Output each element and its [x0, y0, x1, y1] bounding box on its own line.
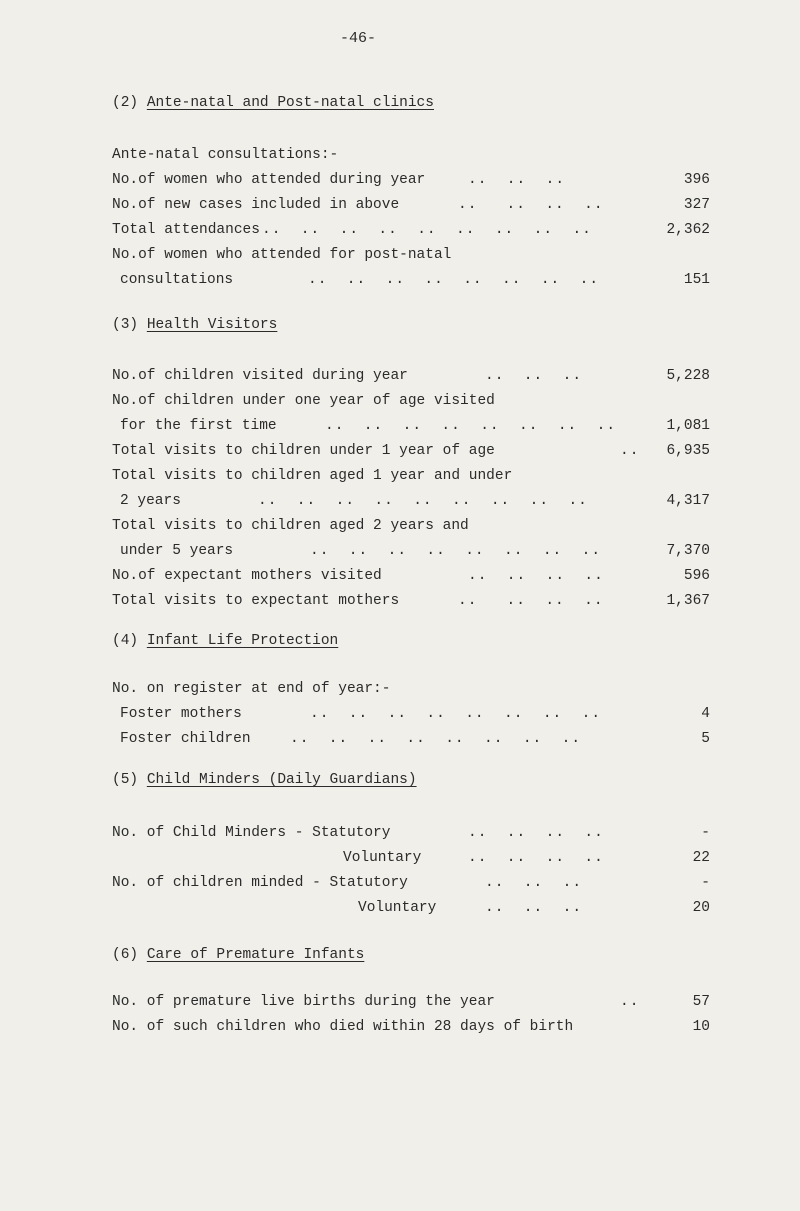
- leader-dots: .. .. .. ..: [468, 850, 604, 866]
- s5-row4-value: 20: [692, 900, 710, 916]
- leader-dots: .. .. .. .. .. .. .. ..: [325, 418, 617, 434]
- s3-row1-value: 5,228: [666, 368, 710, 384]
- s3-row5-label-line2: under 5 years: [120, 543, 234, 559]
- leader-dots: .. .. ..: [485, 368, 583, 384]
- section-2-title: Ante-natal and Post-natal clinics: [146, 95, 434, 111]
- s3-row4-label-line2: 2 years: [120, 493, 181, 509]
- section-5-heading: [112, 771, 417, 789]
- s3-row6-label: No.of expectant mothers visited: [112, 568, 382, 584]
- leader-dots: .. .. .. .. .. .. .. ..: [310, 706, 602, 722]
- leader-dots: .. .. ..: [468, 172, 566, 188]
- leader-dots: .. .. .. .. .. .. .. .. ..: [258, 493, 588, 509]
- s5-row1-value: -: [701, 825, 710, 841]
- s3-row4-value: 4,317: [666, 493, 710, 509]
- section-6-number: (6): [112, 947, 139, 963]
- s2-row3-label: Total attendances: [112, 222, 260, 238]
- section-6-title: Care of Premature Infants: [146, 947, 365, 963]
- s4-row1-label: Foster mothers: [120, 706, 242, 722]
- s3-row4-label-line1: Total visits to children aged 1 year and under: [112, 468, 513, 484]
- section-2-heading: [112, 94, 434, 112]
- s3-row5-label-line1: Total visits to children aged 2 years and: [112, 518, 469, 534]
- leader-dots: .. .. .. ..: [468, 825, 604, 841]
- s2-row3-value: 2,362: [666, 222, 710, 238]
- s3-row2-value: 1,081: [666, 418, 710, 434]
- section-5-title: Child Minders (Daily Guardians): [146, 772, 417, 788]
- s3-row5-value: 7,370: [666, 543, 710, 559]
- s5-row4-label: Voluntary: [358, 900, 437, 916]
- s5-row2-value: 22: [692, 850, 710, 866]
- s3-row6-value: 596: [683, 568, 710, 584]
- leader-dots: .. .. .. .. .. .. .. ..: [310, 543, 602, 559]
- leader-dots: .. .. .. ..: [458, 197, 604, 213]
- s3-row7-value: 1,367: [666, 593, 710, 609]
- s2-row4-value: 151: [683, 272, 710, 288]
- s5-row3-value: -: [701, 875, 710, 891]
- s4-row1-value: 4: [701, 706, 710, 722]
- leader-dots: .. .. .. ..: [458, 593, 604, 609]
- s3-row3-value: 6,935: [666, 443, 710, 459]
- section-2-subheading: Ante-natal consultations:-: [112, 147, 339, 163]
- leader-dots: .. .. .. .. .. .. .. .. ..: [262, 222, 592, 238]
- s4-row2-value: 5: [701, 731, 710, 747]
- s3-row3-label: Total visits to children under 1 year of age: [112, 443, 495, 459]
- section-3-title: Health Visitors: [146, 317, 278, 333]
- section-4-heading: [112, 632, 338, 650]
- s2-row2-value: 327: [683, 197, 710, 213]
- s2-row4-label-line2: consultations: [120, 272, 234, 288]
- leader-dots: ..: [620, 443, 640, 459]
- section-5-number: (5): [112, 772, 139, 788]
- section-6-heading: [112, 946, 364, 964]
- section-4-number: (4): [112, 633, 139, 649]
- section-2-number: (2): [112, 95, 139, 111]
- s6-row1-value: 57: [692, 994, 710, 1010]
- s5-row1-label: No. of Child Minders - Statutory: [112, 825, 391, 841]
- s2-row1-value: 396: [683, 172, 710, 188]
- leader-dots: .. .. .. .. .. .. .. ..: [308, 272, 600, 288]
- leader-dots: .. .. .. .. .. .. .. ..: [290, 731, 582, 747]
- section-3-number: (3): [112, 317, 139, 333]
- s2-row4-label-line1: No.of women who attended for post-natal: [112, 247, 452, 263]
- s6-row1-label: No. of premature live births during the year: [112, 994, 495, 1010]
- s6-row2-value: 10: [692, 1019, 710, 1035]
- s3-row2-label-line2: for the first time: [120, 418, 277, 434]
- leader-dots: .. .. ..: [485, 900, 583, 916]
- leader-dots: .. .. .. ..: [468, 568, 604, 584]
- s5-row3-label: No. of children minded - Statutory: [112, 875, 408, 891]
- leader-dots: .. .. ..: [485, 875, 583, 891]
- section-4-title: Infant Life Protection: [146, 633, 339, 649]
- s3-row1-label: No.of children visited during year: [112, 368, 408, 384]
- s6-row2-label: No. of such children who died within 28 days of birth: [112, 1019, 574, 1035]
- s3-row2-label-line1: No.of children under one year of age visited: [112, 393, 495, 409]
- section-4-subheading: No. on register at end of year:-: [112, 681, 391, 697]
- s3-row7-label: Total visits to expectant mothers: [112, 593, 400, 609]
- leader-dots: ..: [620, 994, 640, 1010]
- s4-row2-label: Foster children: [120, 731, 251, 747]
- section-3-heading: [112, 316, 277, 334]
- page-number: -46-: [340, 30, 377, 47]
- s5-row2-label: Voluntary: [343, 850, 422, 866]
- s2-row2-label: No.of new cases included in above: [112, 197, 400, 213]
- s2-row1-label: No.of women who attended during year: [112, 172, 426, 188]
